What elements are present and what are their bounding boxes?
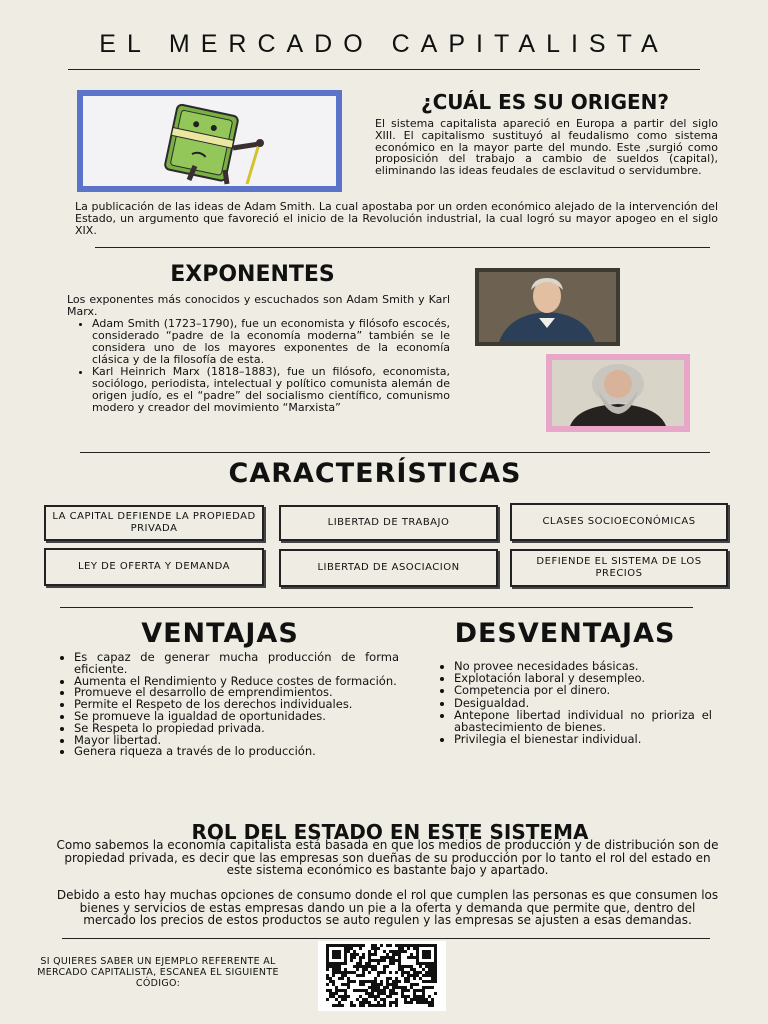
characteristics-divider: [60, 607, 693, 608]
exponents-list: [70, 318, 450, 414]
state-role-heading: ROL DEL ESTADO EN ESTE SISTEMA: [191, 820, 589, 844]
list-item: • Adam Smith (1723–1790), fue un economista y filósofo escocés, considerado “padre de la economía moderna” también se le considera uno de los mayores exponentes de la economía clásica y de la filosofía de esta.: [92, 318, 450, 366]
list-item: • Explotación laboral y desempleo.: [454, 672, 712, 684]
qr-caption: SI QUIERES SABER UN EJEMPLO REFERENTE AL MERCADO CAPITALISTA, ESCANEA EL SIGUIENTE CÓDIGO:: [37, 956, 279, 989]
list-item: • Se promueve la igualdad de oportunidades.: [74, 711, 399, 723]
list-item: • Es capaz de generar mucha producción de forma eficiente.: [74, 652, 399, 676]
karl-marx-portrait: [546, 354, 690, 432]
characteristic-box: LIBERTAD DE ASOCIACION: [279, 549, 498, 587]
origin-text-right: El sistema capitalista apareció en Europa a partir del siglo XIII. El capitalismo sustituyó al feudalismo como sistema económico en la mayor parte del mundo. Este ,surgió como proposición del trabajo a cambio de sueldos (capital), eliminando las ideas feudales de esclavitud o servidumbre.: [375, 117, 718, 178]
state-role-divider: [62, 938, 710, 939]
disadvantages-heading: DESVENTAJAS: [454, 618, 676, 649]
exponents-heading: EXPONENTES: [170, 262, 335, 287]
list-item: • Genera riqueza a través de lo producción.: [74, 746, 399, 758]
adam-smith-portrait: [475, 268, 620, 346]
title-divider: [68, 69, 700, 70]
page-title: EL MERCADO CAPITALISTA: [99, 30, 669, 58]
list-item: • Karl Heinrich Marx (1818–1883), fue un filósofo, economista, sociólogo, periodista, intelectual y político comunista alemán de origen judío, es el “padre” del socialismo científico, comunismo modero y creador del movimiento “Marxista”: [92, 366, 450, 414]
list-item: • Competencia por el dinero.: [454, 684, 712, 696]
characteristic-box: CLASES SOCIOECONÓMICAS: [510, 503, 728, 541]
qr-code-icon: [318, 941, 446, 1011]
characteristic-box: LA CAPITAL DEFIENDE LA PROPIEDAD PRIVADA: [44, 505, 264, 541]
qr-code[interactable]: [318, 941, 446, 1011]
money-illustration: [77, 90, 342, 192]
state-role-paragraph-2: Debido a esto hay muchas opciones de consumo donde el rol que cumplen las personas es que consumen los bienes y servicios de estas empresas dando un pie a la oferta y demanda que permite que, dentro del mercado los precios de estos productos se auto regulen y las empresas se ajusten a esas demandas.: [56, 888, 719, 928]
list-item: • No provee necesidades básicas.: [454, 660, 712, 672]
origin-heading: ¿CUÁL ES SU ORIGEN?: [421, 90, 669, 114]
list-item: • Privilegia el bienestar individual.: [454, 733, 712, 745]
characteristics-heading: CARACTERÍSTICAS: [228, 458, 522, 489]
list-item: • Permite el Respeto de los derechos individuales.: [74, 699, 399, 711]
karl-marx-portrait-icon: [552, 360, 684, 426]
advantages-heading: VENTAJAS: [141, 618, 299, 649]
characteristic-box: LEY DE OFERTA Y DEMANDA: [44, 548, 264, 586]
exponents-divider: [80, 452, 710, 453]
characteristic-box: LIBERTAD DE TRABAJO: [279, 505, 498, 541]
list-item: • Se Respeta lo propiedad privada.: [74, 723, 399, 735]
disadvantages-list: [432, 660, 712, 745]
list-item: • Promueve el desarrollo de emprendimientos.: [74, 687, 399, 699]
list-item: • Antepone libertad individual no prioriza el abastecimiento de bienes.: [454, 709, 712, 733]
advantages-list: [52, 652, 399, 758]
origin-divider: [95, 247, 710, 248]
list-item: • Desigualdad.: [454, 697, 712, 709]
list-item: • Mayor libertad.: [74, 735, 399, 747]
origin-text-full: La publicación de las ideas de Adam Smith. La cual apostaba por un orden económico alejado de la intervención del Estado, un argumento que favoreció el inicio de la Revolución industrial, la cual logró su mayor apogeo en el siglo XIX.: [75, 200, 718, 237]
list-item: • Aumenta el Rendimiento y Reduce costes de formación.: [74, 676, 399, 688]
money-character-icon: [83, 96, 336, 186]
exponents-intro: Los exponentes más conocidos y escuchados son Adam Smith y Karl Marx.: [67, 293, 450, 319]
characteristic-box: DEFIENDE EL SISTEMA DE LOS PRECIOS: [510, 549, 728, 587]
adam-smith-portrait-icon: [479, 272, 616, 342]
state-role-paragraph-1: Como sabemos la economía capitalista está basada en que los medios de producción y de distribución son de propiedad privada, es decir que las empresas son dueñas de su producción por lo tanto el rol del estado en este sistema económico es bastante bajo y apartado.: [56, 838, 719, 878]
